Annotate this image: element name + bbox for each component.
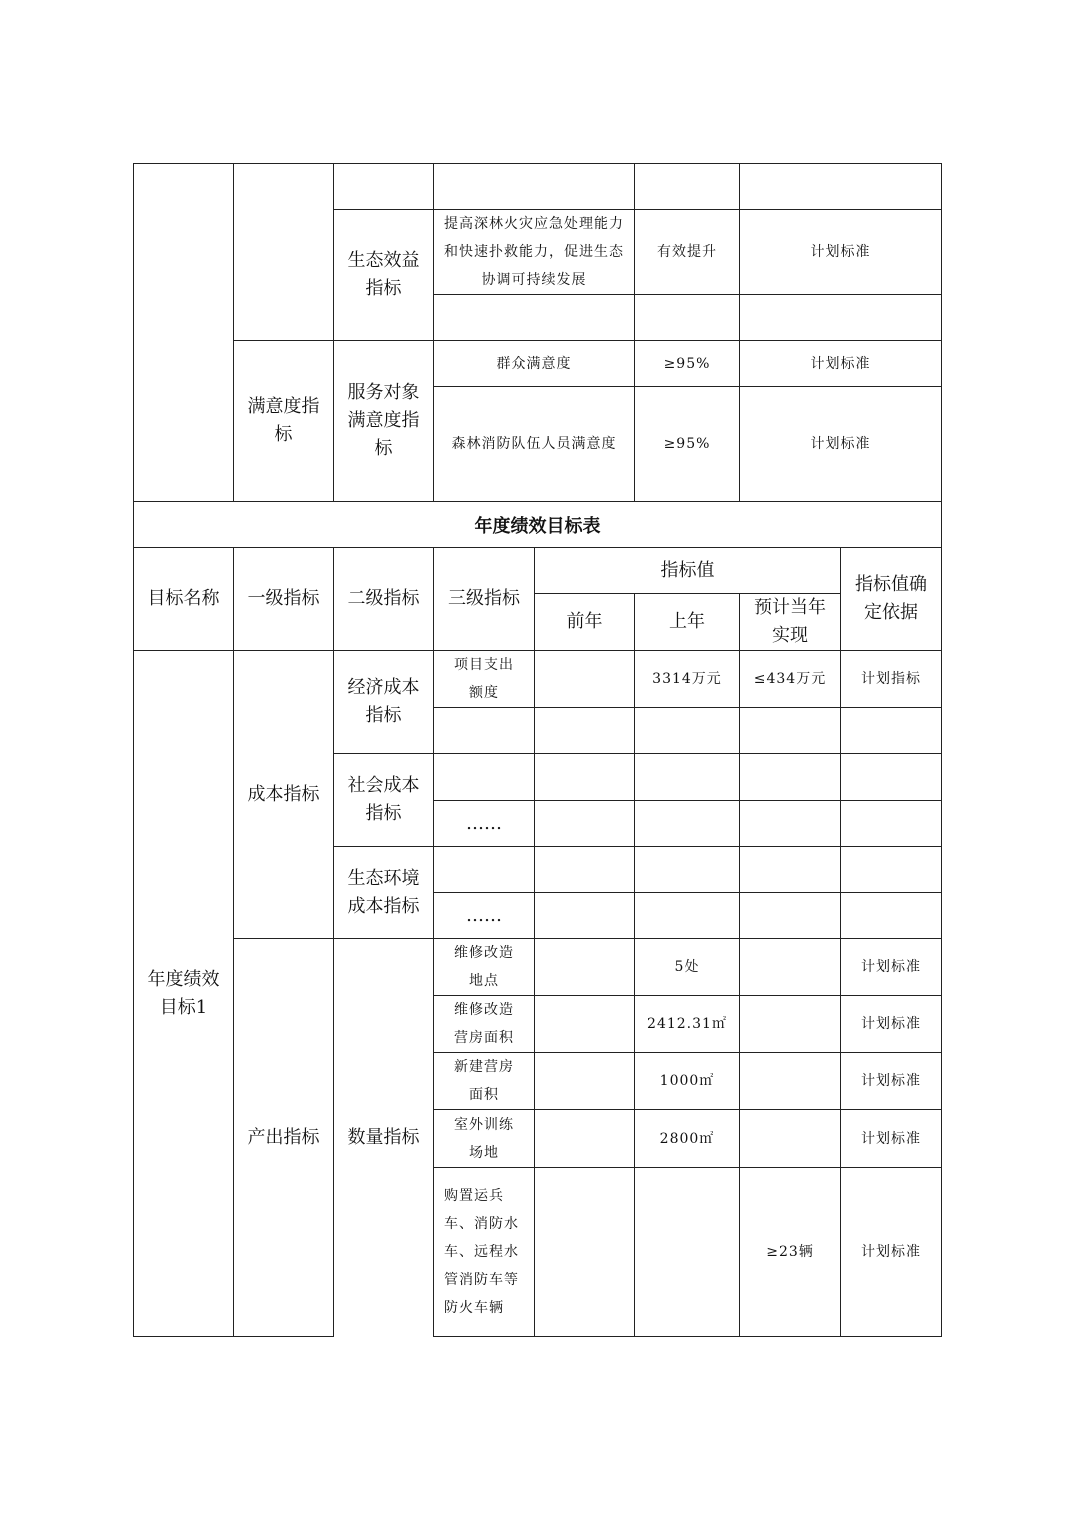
output-row-last-year: 2800㎡ (659, 1130, 715, 1147)
output-row-basis: 计划标准 (861, 1130, 921, 1147)
economic-cost-expected: ≤434万元 (753, 671, 827, 687)
eco-benefit-value: 有效提升 (657, 244, 717, 260)
eco-benefit-level2: 生态效益指标 (347, 250, 420, 299)
header-level3: 三级指标 (448, 588, 520, 609)
output-row-level3: 购置运兵车、消防水车、远程水管消防车等防火车辆 (444, 1188, 519, 1316)
header-basis: 指标值确定依据 (855, 574, 927, 623)
output-row-level3: 新建营房面积 (454, 1059, 514, 1103)
economic-cost-last-year: 3314万元 (652, 671, 722, 687)
header-target-name: 目标名称 (147, 588, 220, 609)
output-row-last-year: 5处 (674, 959, 700, 975)
satisfaction-row-value: ≥95% (663, 436, 711, 452)
social-cost-level3: …… (466, 812, 502, 834)
table-border (534, 547, 535, 1337)
table-border (433, 707, 942, 708)
output-row-level3: 室外训练场地 (454, 1116, 514, 1161)
table-border (433, 294, 942, 295)
eco-benefit-basis: 计划标准 (810, 244, 871, 260)
output-row-basis: 计划标准 (861, 959, 921, 975)
output-row-basis: 计划标准 (861, 1073, 921, 1089)
header-indicator-value: 指标值 (660, 559, 715, 581)
satisfaction-row-level3: 森林消防队伍人员满意度 (451, 436, 617, 452)
eco-benefit-level3: 提高深林火灾应急处理能力和快速扑救能力，促进生态协调可持续发展 (444, 216, 624, 288)
output-row-expected: ≥23辆 (766, 1244, 814, 1260)
satisfaction-row-basis: 计划标准 (810, 355, 871, 372)
ecological-cost-level2: 生态环境成本指标 (347, 867, 420, 917)
annual-table-title: 年度绩效目标表 (474, 515, 601, 537)
output-row-last-year: 1000㎡ (659, 1073, 715, 1089)
header-level2: 二级指标 (347, 588, 420, 609)
social-cost-level2: 社会成本指标 (347, 775, 420, 824)
output-level1: 产出指标 (247, 1126, 320, 1148)
economic-cost-level2: 经济成本指标 (347, 677, 420, 726)
ecological-cost-level3: …… (466, 904, 502, 926)
table-border (133, 1336, 334, 1337)
satisfaction-level2: 服务对象满意度指标 (347, 382, 420, 459)
output-row-basis: 计划标准 (861, 1244, 921, 1260)
satisfaction-row-basis: 计划标准 (810, 436, 871, 452)
table-border (133, 163, 942, 164)
output-row-basis: 计划标准 (861, 1016, 921, 1032)
output-level2: 数量指标 (347, 1126, 420, 1148)
target-name: 年度绩效目标1 (147, 968, 220, 1018)
satisfaction-row-level3: 群众满意度 (496, 355, 572, 372)
output-row-last-year: 2412.31㎡ (647, 1016, 727, 1032)
header-level1: 一级指标 (247, 588, 320, 609)
satisfaction-row-value: ≥95% (663, 355, 711, 372)
header-prev-year: 前年 (566, 611, 603, 632)
output-row-level3: 维修改造地点 (454, 945, 514, 989)
table-border (433, 1336, 942, 1337)
economic-cost-level3: 项目支出额度 (454, 657, 514, 701)
satisfaction-level1: 满意度指标 (247, 396, 320, 445)
economic-cost-basis: 计划指标 (861, 671, 921, 687)
header-expected: 预计当年实现 (754, 597, 826, 646)
header-last-year: 上年 (669, 611, 705, 632)
output-row-level3: 维修改造营房面积 (454, 1002, 514, 1046)
cost-level1: 成本指标 (247, 783, 320, 805)
